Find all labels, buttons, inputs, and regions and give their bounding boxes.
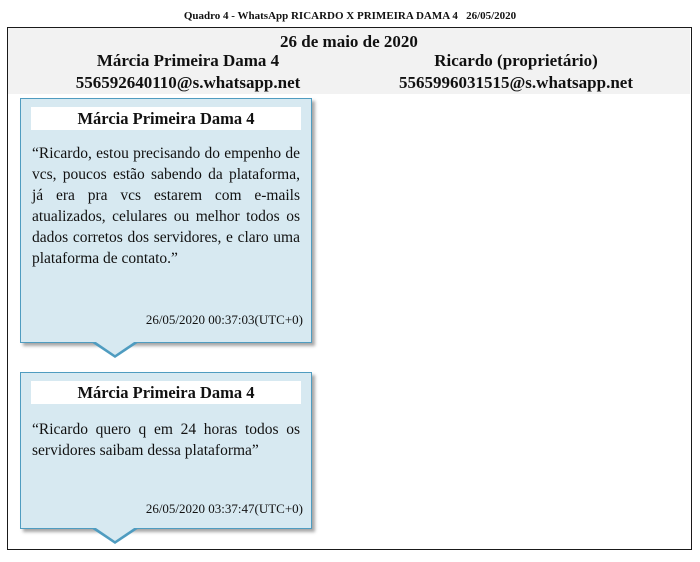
participant-right [356, 50, 676, 94]
participant-right-id: 5565996031515@s.whatsapp.net [398, 73, 633, 92]
participant-left [28, 50, 348, 94]
message-text: “Ricardo quero q em 24 horas todos os servidores saibam dessa plataforma” [32, 421, 300, 459]
message-timestamp: 26/05/2020 03:37:47(UTC+0) [145, 501, 303, 516]
bubble-tail-icon [91, 342, 139, 358]
message-text: “Ricardo, estou precisando do empenho de vcs, poucos estão sabendo da plataforma, já era pra vcs estarem com e-mails atualizados, celulares ou melhor todos os dados corretos dos servidores, e claro uma plataforma de contato.” [32, 145, 300, 267]
message-bubble [20, 372, 312, 529]
conversation-date: 26 de maio de 2020 [280, 32, 418, 51]
bubble-tail-icon [91, 528, 139, 544]
message-sender: Márcia Primeira Dama 4 [31, 107, 301, 130]
figure-caption: Quadro 4 - WhatsApp RICARDO X PRIMEIRA DAMA 4 26/05/2020 [183, 10, 517, 22]
message-timestamp: 26/05/2020 00:37:03(UTC+0) [145, 312, 303, 327]
participant-left-id: 556592640110@s.whatsapp.net [75, 73, 301, 92]
conversation-header [8, 28, 690, 94]
participant-left-name: Márcia Primeira Dama 4 [96, 51, 280, 70]
message-bubble [20, 98, 312, 343]
message-sender: Márcia Primeira Dama 4 [31, 381, 301, 404]
participant-right-name: Ricardo (proprietário) [434, 51, 598, 70]
